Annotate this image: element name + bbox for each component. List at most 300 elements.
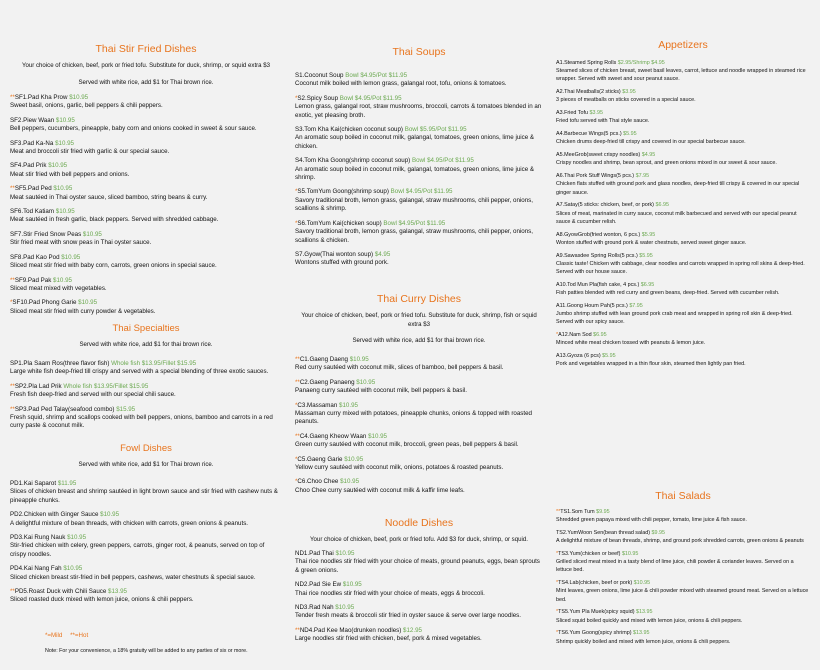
menu-item bbox=[295, 402, 543, 427]
menu-item-description: Fish patties blended with red curry and green beans, deep-fried. Served with cucumber relish. bbox=[556, 290, 780, 297]
menu-item-price: $5.95 bbox=[639, 252, 653, 259]
menu-item-price: Bowl $4.95/Pot $11.95 bbox=[383, 219, 446, 227]
menu-item-price: $10.95 bbox=[335, 604, 355, 612]
menu-item-description: Lemon grass, galangal root, straw mushrooms, broccoli, carrots & tomatoes blended in an exotic, yet pleasing broth. bbox=[295, 103, 542, 119]
menu-item-description: Panaeng curry sautéed with coconut milk, bell peppers & basil. bbox=[295, 387, 467, 395]
menu-item-heading bbox=[10, 162, 282, 170]
menu-item-heading bbox=[556, 550, 810, 558]
menu-item-heading bbox=[295, 126, 543, 134]
menu-item bbox=[295, 379, 543, 396]
menu-item-heading bbox=[10, 140, 282, 148]
menu-item-name: C4.Gaeng Kheow Waan bbox=[299, 432, 367, 440]
menu-item-description: Classic taste! Chicken with cabbage, clear noodles and carrots wrapped in spring roll skins & deep-fried. Served with our house sauce. bbox=[556, 260, 805, 276]
section-intro: Served with white rice, add $1 for thai brown rice. bbox=[79, 341, 213, 348]
menu-item-heading bbox=[556, 130, 810, 138]
menu-item-heading bbox=[295, 581, 543, 589]
menu-item-name: SP3.Pad Ped Talay(seafood combo) bbox=[14, 405, 115, 413]
menu-item bbox=[10, 185, 282, 202]
menu-item-heading bbox=[556, 608, 810, 616]
menu-item bbox=[295, 456, 543, 473]
menu-item-heading bbox=[295, 379, 543, 387]
menu-item-heading bbox=[295, 251, 543, 259]
section-title: Thai Stir Fried Dishes bbox=[95, 43, 197, 55]
legend-hot: **=Hot bbox=[70, 632, 89, 639]
menu-item-heading bbox=[556, 59, 810, 67]
menu-item-price: $10.95 bbox=[349, 356, 369, 363]
legend-mild: *=Mild bbox=[45, 632, 63, 639]
menu-item-price: Bowl $4.95/Pot $11.95 bbox=[345, 72, 408, 79]
menu-item-price: $13.95 bbox=[108, 588, 127, 596]
menu-list bbox=[10, 360, 282, 431]
menu-list bbox=[295, 550, 543, 644]
menu-item-price: $9.95 bbox=[651, 530, 665, 536]
menu-item bbox=[556, 151, 810, 167]
menu-item-price: $10.95 bbox=[339, 401, 358, 409]
menu-item-heading bbox=[556, 172, 810, 180]
menu-item-heading bbox=[556, 508, 810, 516]
menu-item-description: Grilled sliced meat mixed in a tasty blend of lime juice, chili powder & coriander leaves. Served on a lettuce bed. bbox=[556, 559, 794, 574]
menu-item-name: TS3.Yum(chicken or beef) bbox=[558, 551, 621, 557]
spice-marker: * bbox=[556, 609, 559, 616]
menu-item bbox=[10, 565, 282, 582]
menu-item-name: TS2.YumWoon Sen(bean thread salad) bbox=[556, 530, 650, 536]
section-title: Thai Soups bbox=[392, 46, 446, 58]
menu-item-description: Green curry sautéed with coconut milk, broccoli, green peas, bell peppers & basil. bbox=[295, 441, 519, 449]
menu-item bbox=[295, 126, 543, 151]
menu-item-description: Choo Chee curry sautéed with coconut milk & kaffir lime leafs. bbox=[295, 486, 465, 494]
menu-item-price: $3.95 bbox=[622, 89, 636, 96]
menu-item-price: $7.95 bbox=[629, 302, 643, 309]
menu-item-heading bbox=[295, 72, 543, 80]
menu-item-name: TS5.Yum Pla Muek(spicy squid) bbox=[558, 609, 635, 616]
menu-item-price: $6.95 bbox=[640, 281, 655, 288]
menu-item-price: $6.95 bbox=[593, 332, 607, 339]
menu-item-name: S3.Tom Kha Kai(chicken coconut soup) bbox=[295, 126, 403, 134]
menu-item-heading bbox=[295, 356, 543, 364]
menu-item-heading bbox=[10, 231, 282, 239]
section-intro: Your choice of chicken, beef, pork or fried tofu. Substitute for duck, shrimp, or squid extra $3 bbox=[21, 62, 271, 69]
menu-item-price: $2.95/Shrimp $4.95 bbox=[617, 60, 665, 66]
menu-item-description: Meat and broccoli stir fried with garlic & our special sauce. bbox=[10, 148, 170, 156]
menu-item-price: $10.95 bbox=[55, 139, 75, 147]
menu-item-heading bbox=[295, 433, 543, 441]
menu-item-description: Sliced meat stir fried with baby corn, carrots, green onions in special sauce. bbox=[10, 262, 217, 270]
menu-item-price: Whole fish $13.95/Fillet $15.95 bbox=[111, 360, 197, 367]
menu-item-name: PD3.Kai Rung Nauk bbox=[10, 534, 66, 542]
spice-marker: * bbox=[295, 455, 298, 463]
menu-item bbox=[10, 162, 282, 179]
menu-item bbox=[10, 480, 282, 505]
menu-item-description: Mint leaves, green onions, lime juice & chili powder mixed with steamed ground meat. Served on a lettuce bed. bbox=[556, 588, 809, 603]
menu-item-price: $12.95 bbox=[403, 626, 422, 634]
menu-item-description: Large noodles stir fried with chicken, beef, pork & mixed vegetables. bbox=[295, 635, 482, 643]
menu-item-name: S7.Gyow(Thai wonton soup) bbox=[295, 250, 374, 258]
menu-item-name: A8.GyowGrob(fried wonton, 6 pcs.) bbox=[556, 231, 641, 238]
menu-item bbox=[10, 94, 282, 111]
menu-item-name: S4.Tom Kha Goong(shrimp coconut soup) bbox=[295, 157, 411, 165]
menu-item-description: Savory traditional broth, lemon grass, galangal, straw mushrooms, chili pepper, onions, scallions & chicken. bbox=[295, 228, 533, 244]
menu-item-description: Fried tofu served with Thai style sauce. bbox=[556, 118, 650, 125]
menu-item-name: A4.Barbecue Wings(5 pcs.) bbox=[556, 131, 622, 138]
menu-item-name: SF9.Pad Pak bbox=[14, 276, 52, 284]
section-intro: Served with white rice, add $1 for Thai brown rice. bbox=[78, 461, 214, 468]
menu-item-description: Bell peppers, cucumbers, pineapple, baby corn and onions cooked in sweet & sour sauce. bbox=[10, 125, 257, 133]
menu-item bbox=[556, 88, 810, 104]
spice-marker: ** bbox=[10, 405, 15, 413]
menu-item-description: Meat stir fried with bell peppers and onions. bbox=[10, 170, 130, 178]
menu-item-price: $10.95 bbox=[335, 550, 355, 557]
menu-item bbox=[556, 508, 810, 524]
menu-item-heading bbox=[10, 360, 282, 368]
section-title: Fowl Dishes bbox=[120, 443, 172, 454]
menu-item-heading bbox=[10, 185, 282, 193]
menu-item-name: A2.Thai Meatballs(2 sticks) bbox=[556, 89, 621, 96]
menu-item-description: Sliced roasted duck mixed with lemon juice, onions & chili peppers. bbox=[10, 596, 194, 604]
appetizers-section bbox=[556, 39, 810, 373]
menu-item-name: S1.Coconut Soup bbox=[295, 72, 344, 79]
menu-item bbox=[295, 72, 543, 89]
menu-item-heading bbox=[295, 220, 543, 228]
menu-item-description: Sliced meat stir fried with curry powder & vegetables. bbox=[10, 307, 156, 315]
menu-item-price: Bowl $4.95/Pot $11.95 bbox=[390, 188, 453, 196]
menu-item-name: SF1.Pad Kha Prow bbox=[14, 94, 68, 101]
menu-item-description: Pork and vegetables wrapped in a thin flour skin, steamed then lightly pan fried. bbox=[556, 361, 746, 368]
menu-item-name: A9.Sawasdee Spring Rolls(5 pcs.) bbox=[556, 252, 638, 259]
menu-item-name: ND3.Rad Nah bbox=[295, 604, 334, 612]
menu-item-description: Savory traditional broth, lemon grass, galangal, straw mushrooms, chili pepper, onions, scallions & shrimp. bbox=[295, 196, 533, 213]
menu-item-name: C6.Choo Chee bbox=[297, 478, 339, 486]
menu-item-price: $10.95 bbox=[633, 580, 651, 587]
menu-item-description: Steamed slices of chicken breast, sweet basil leaves, carrot, lettuce and noodle wrapped in steamed rice wrapper. Served with sweet and sour peanut sauce. bbox=[556, 68, 806, 83]
menu-item-price: $3.95 bbox=[589, 110, 603, 117]
menu-item-heading bbox=[10, 208, 282, 216]
menu-item-name: TS1.Som Tum bbox=[560, 509, 595, 515]
menu-item-name: A7.Satay(5 sticks: chicken, beef, or pork) bbox=[556, 202, 654, 209]
menu-item bbox=[556, 252, 810, 277]
menu-item-heading bbox=[556, 331, 810, 339]
menu-item bbox=[295, 433, 543, 450]
menu-item-price: $13.95 bbox=[636, 609, 653, 616]
spice-marker: * bbox=[556, 630, 559, 637]
menu-item-heading bbox=[556, 352, 810, 360]
noodle-section bbox=[295, 517, 543, 650]
menu-item-price: Bowl $4.95/Pot $11.95 bbox=[339, 94, 402, 102]
menu-item-name: SF7.Stir Fried Snow Peas bbox=[10, 230, 82, 238]
menu-item-description: Large white fish deep-fried till crispy and served with a special blending of three exotic sauces. bbox=[10, 368, 269, 376]
menu-item bbox=[556, 201, 810, 226]
menu-item-name: A11.Goong Houm Pah(5 pcs.) bbox=[556, 302, 628, 309]
menu-item-name: C2.Gaeng Panaeng bbox=[299, 378, 355, 386]
spice-marker: ** bbox=[10, 276, 15, 284]
menu-item bbox=[295, 356, 543, 373]
menu-item-heading bbox=[556, 88, 810, 96]
menu-item-price: $10.95 bbox=[621, 551, 639, 557]
menu-item-name: A5.MeeGrob(sweet crispy noodles) bbox=[556, 152, 641, 159]
menu-item bbox=[10, 299, 282, 316]
menu-item-name: TS6.Yum Goong(spicy shrimp) bbox=[558, 630, 632, 637]
menu-item-price: $10.95 bbox=[55, 208, 75, 216]
section-title: Thai Salads bbox=[655, 490, 711, 502]
menu-item-name: S2.Spicy Soup bbox=[297, 94, 339, 102]
menu-item-name: A1.Steamed Spring Rolls bbox=[556, 60, 617, 66]
menu-item-name: SP1.Pla Saam Ros(three flavor fish) bbox=[10, 360, 110, 367]
menu-item-description: Sliced squid boiled quickly and mixed with lemon juice, onions & chili peppers. bbox=[556, 617, 743, 624]
menu-item bbox=[556, 130, 810, 146]
menu-item-heading bbox=[10, 588, 282, 596]
menu-item-price: Bowl $4.95/Pot $11.95 bbox=[411, 157, 474, 165]
menu-item-price: $10.95 bbox=[63, 565, 83, 573]
menu-item-name: SP2.Pla Lad Prik bbox=[14, 382, 62, 390]
menu-item-heading bbox=[556, 281, 810, 289]
section-title: Thai Specialties bbox=[112, 323, 180, 334]
section-title: Thai Curry Dishes bbox=[376, 293, 462, 305]
menu-item-description: Shrimp quickly boiled and mixed with lemon juice, onions & chili peppers. bbox=[556, 638, 731, 645]
section-title: Noodle Dishes bbox=[384, 517, 454, 529]
menu-list bbox=[295, 72, 543, 268]
menu-item bbox=[295, 251, 543, 268]
menu-item-price: $15.95 bbox=[116, 405, 136, 413]
menu-item-description: Crispy noodles and shrimp, bean sprout, and green onions mixed in our sweet & sour sauce. bbox=[556, 160, 777, 167]
menu-item-price: $6.95 bbox=[655, 202, 669, 209]
menu-item-name: SF8.Pad Kao Pod bbox=[10, 253, 60, 261]
menu-item-description: Slices of meat, marinated in curry sauce, coconut milk barbecued and served with our special peanut sauce & cucumber relish. bbox=[556, 210, 797, 225]
spice-marker: * bbox=[556, 580, 559, 587]
menu-item-heading bbox=[556, 579, 810, 587]
menu-item bbox=[556, 608, 810, 624]
menu-item bbox=[556, 59, 810, 84]
menu-item bbox=[10, 534, 282, 559]
menu-item-heading bbox=[556, 629, 810, 637]
menu-item-description: Red curry sautéed with coconut milk, slices of bamboo, bell peppers & basil. bbox=[295, 364, 504, 372]
menu-item-name: PD1.Kai Saparot bbox=[10, 480, 57, 487]
menu-item-name: A10.Tod Mun Pla(fish cake, 4 pcs.) bbox=[556, 281, 640, 288]
menu-item-price: $10.95 bbox=[61, 253, 81, 261]
menu-item bbox=[556, 352, 810, 368]
menu-item bbox=[556, 529, 810, 545]
menu-item-heading bbox=[556, 151, 810, 159]
menu-item-name: SF4.Pad Prik bbox=[10, 162, 47, 170]
menu-item bbox=[556, 629, 810, 645]
menu-item bbox=[10, 511, 282, 528]
menu-item-description: Meat sautéed in Thai oyster sauce, sliced bamboo, string beans & curry. bbox=[10, 193, 208, 201]
menu-item-description: Coconut milk boiled with lemon grass, galangal root, tofu, onions & tomatoes. bbox=[295, 80, 507, 88]
menu-item-price: $11.95 bbox=[57, 480, 77, 487]
menu-list bbox=[295, 356, 543, 495]
menu-item-price: $5.95 bbox=[641, 231, 656, 238]
menu-item-name: ND2.Pad Sie Ew bbox=[295, 581, 342, 589]
menu-item-description: Yellow curry sautéed with coconut milk, onions, potatoes & roasted peanuts. bbox=[295, 464, 504, 472]
menu-item bbox=[10, 140, 282, 157]
menu-item-heading bbox=[556, 231, 810, 239]
menu-item-heading bbox=[10, 117, 282, 125]
menu-item bbox=[10, 208, 282, 225]
menu-item-heading bbox=[10, 299, 282, 307]
menu-item bbox=[10, 360, 282, 377]
spice-marker: ** bbox=[10, 94, 15, 101]
menu-list bbox=[556, 59, 810, 368]
section-intro: Served with white rice, add $1 for thai brown rice. bbox=[352, 337, 486, 344]
spice-marker: * bbox=[10, 299, 13, 307]
menu-list bbox=[10, 94, 282, 316]
menu-item-description: Thai rice noodles stir fried with your choice of meats, ground peanuts, eggs, bean sprouts & green onions. bbox=[295, 558, 540, 574]
menu-item-heading bbox=[10, 480, 282, 488]
menu-item-name: PD2.Chicken with Ginger Sauce bbox=[10, 511, 99, 519]
menu-list bbox=[556, 508, 810, 646]
menu-item bbox=[10, 588, 282, 605]
menu-item-price: Bowl $5.95/Pot $11.95 bbox=[404, 126, 467, 134]
menu-item-name: C3.Massaman bbox=[297, 401, 338, 409]
menu-item-price: $10.95 bbox=[368, 432, 387, 440]
menu-item-price: $9.95 bbox=[596, 509, 610, 515]
menu-item-heading bbox=[10, 511, 282, 519]
menu-item bbox=[556, 231, 810, 247]
menu-item-price: $10.95 bbox=[100, 511, 120, 519]
spice-marker: ** bbox=[295, 378, 300, 386]
menu-item-price: $4.95 bbox=[374, 250, 391, 258]
menu-item-name: SF6.Tod Katiam bbox=[10, 208, 55, 216]
menu-item-heading bbox=[295, 95, 543, 103]
menu-item-heading bbox=[295, 157, 543, 165]
spice-marker: * bbox=[556, 332, 559, 339]
menu-item-name: PD5.Roast Duck with Chili Sauce bbox=[14, 588, 107, 596]
menu-item-name: S5.TomYum Goong(shrimp soup) bbox=[297, 188, 389, 196]
menu-item-heading bbox=[556, 302, 810, 310]
menu-item bbox=[295, 550, 543, 575]
spice-marker: * bbox=[295, 219, 298, 227]
menu-item-heading bbox=[10, 254, 282, 262]
menu-item bbox=[295, 157, 543, 182]
menu-item-name: SF3.Pad Ka-Na bbox=[10, 139, 54, 147]
menu-item-price: $5.95 bbox=[623, 131, 637, 138]
menu-item-description: An aromatic soup boiled in coconut milk, galangal, tomatoes, green onions, lime juice & chicken. bbox=[295, 134, 535, 150]
spice-marker: * bbox=[295, 478, 298, 486]
menu-item-description: Stir fried meat with snow peas in Thai oyster sauce. bbox=[10, 239, 152, 247]
spice-marker: ** bbox=[295, 432, 300, 440]
menu-item-price: $10.95 bbox=[67, 534, 87, 542]
gratuity-note: Note: For your convenience, a 18% gratuity will be added to any parties of six or more. bbox=[45, 648, 248, 654]
menu-item bbox=[556, 302, 810, 327]
section-intro: Your choice of chicken, beef, pork or fried tofu. Substitute for duck, shrimp, fish or squid extra $3 bbox=[301, 312, 537, 328]
menu-item-heading bbox=[10, 534, 282, 542]
spice-marker: ** bbox=[10, 185, 15, 193]
stir-fried-section bbox=[10, 43, 282, 322]
spice-marker: ** bbox=[556, 509, 561, 515]
menu-item-heading bbox=[295, 627, 543, 635]
menu-item-price: Whole fish $13.95/Fillet $15.95 bbox=[63, 382, 149, 390]
menu-item bbox=[295, 95, 543, 120]
menu-item bbox=[10, 254, 282, 271]
menu-item bbox=[10, 117, 282, 134]
menu-item-price: $10.95 bbox=[69, 94, 89, 101]
menu-item-description: Chicken drums deep-fried till crispy and covered in our special barbecue sauce. bbox=[556, 139, 746, 146]
menu-item-price: $5.95 bbox=[602, 353, 616, 360]
menu-item-heading bbox=[10, 406, 282, 414]
spice-legend bbox=[45, 632, 94, 639]
menu-item-description: Sliced meat mixed with vegetables. bbox=[10, 284, 107, 292]
menu-item-description: Thai rice noodles stir fried with your choice of meats, eggs & broccoli. bbox=[295, 589, 485, 597]
menu-item-heading bbox=[295, 456, 543, 464]
menu-item-name: A6.Thai Pork Stuff Wings(5 pcs.) bbox=[556, 173, 635, 180]
menu-item-name: PD4.Kai Nang Fah bbox=[10, 565, 62, 573]
menu-item-name: SF5.Pad Ped bbox=[14, 185, 52, 193]
menu-item-heading bbox=[10, 565, 282, 573]
menu-item-description: Fresh squid, shrimp and scallops cooked with bell peppers, onions, bamboo and carrots in a red curry paste & coconut milk. bbox=[10, 414, 273, 430]
menu-item-price: $4.95 bbox=[641, 152, 656, 159]
menu-item-description: Sliced chicken breast stir-fried in bell peppers, cashews, water chestnuts & special sauce. bbox=[10, 573, 256, 581]
spice-marker: * bbox=[295, 94, 298, 102]
menu-item-name: C1.Gaeng Daeng bbox=[299, 356, 348, 363]
spice-marker: * bbox=[556, 551, 559, 557]
menu-item-name: ND1.Pad Thai bbox=[295, 550, 334, 557]
spice-marker: ** bbox=[295, 356, 300, 363]
menu-item bbox=[556, 550, 810, 575]
menu-item-description: Shredded green papaya mixed with chili pepper, tomato, lime juice & fish sauce. bbox=[556, 517, 747, 524]
menu-item-name: A12.Nam Sod bbox=[558, 332, 592, 339]
menu-item-description: A delightful mixture of bean threads, shrimp, and ground pork shredded carrots, green onions & peanuts bbox=[556, 538, 804, 545]
menu-item bbox=[556, 579, 810, 604]
fowl-section bbox=[10, 443, 282, 611]
menu-item-name: ND4.Pad Kee Mao(drunken noodles) bbox=[299, 626, 402, 634]
menu-item-description: Slices of chicken breast and shrimp sautéed in light brown sauce and stir fried with cashew nuts & pineapple chunks. bbox=[10, 488, 278, 504]
menu-item-description: Wonton stuffed with ground pork & water chestnuts, served sweet ginger sauce. bbox=[556, 239, 747, 246]
menu-item-heading bbox=[10, 383, 282, 391]
menu-item-heading bbox=[295, 478, 543, 486]
menu-item-price: $10.95 bbox=[340, 478, 360, 486]
menu-item-heading bbox=[556, 252, 810, 260]
menu-item-heading bbox=[10, 277, 282, 285]
menu-item bbox=[295, 478, 543, 495]
menu-item-price: $10.95 bbox=[53, 185, 73, 193]
menu-item-name: A13.Gyoza (6 pcs) bbox=[556, 353, 601, 360]
menu-item-description: Jumbo shrimp stuffed with lean ground pork crab meat and wrapped in spring roll skin & deep-fried. Served with our spicy sauce. bbox=[556, 311, 793, 326]
menu-item-heading bbox=[556, 201, 810, 209]
menu-item bbox=[556, 331, 810, 347]
spice-marker: * bbox=[295, 188, 298, 196]
menu-item-price: $10.95 bbox=[78, 299, 98, 307]
menu-item bbox=[295, 604, 543, 621]
menu-item-heading bbox=[295, 188, 543, 196]
menu-item-price: $10.95 bbox=[55, 116, 75, 124]
spice-marker: ** bbox=[10, 588, 15, 596]
menu-item-name: S6.TomYum Kai(chicken soup) bbox=[297, 219, 382, 227]
menu-item-name: C5.Gaeng Garie bbox=[297, 455, 343, 463]
menu-item-description: An aromatic soup boiled in coconut milk, galangal, tomatoes, green onions, lime juice & shrimp. bbox=[295, 165, 535, 182]
menu-item-name: SF10.Pad Phong Garie bbox=[12, 299, 77, 307]
menu-item-description: Minced white meat chicken tossed with peanuts & lemon juice. bbox=[556, 340, 706, 347]
menu-item bbox=[556, 281, 810, 297]
menu-item-description: Fresh fish deep-fried and served with our special chili sauce. bbox=[10, 391, 176, 399]
menu-item-description: Wontons stuffed with ground pork. bbox=[295, 259, 389, 267]
section-title: Appetizers bbox=[658, 39, 708, 51]
menu-item-heading bbox=[10, 94, 282, 102]
menu-item-heading bbox=[556, 529, 810, 537]
menu-item bbox=[10, 406, 282, 431]
menu-item-heading bbox=[295, 550, 543, 558]
menu-item-price: $10.95 bbox=[53, 276, 72, 284]
spice-marker: ** bbox=[295, 626, 300, 634]
section-intro: Your choice of chicken, beef, pork or fried tofu. Add $3 for duck, shrimp, or squid. bbox=[310, 536, 528, 543]
menu-item-heading bbox=[556, 109, 810, 117]
menu-item-price: $10.95 bbox=[344, 455, 364, 463]
menu-item-price: $10.95 bbox=[356, 378, 376, 386]
menu-item-name: A3.Fried Tofu bbox=[556, 110, 588, 117]
menu-item-price: $7.95 bbox=[635, 173, 650, 180]
menu-item bbox=[295, 220, 543, 245]
curry-section bbox=[295, 293, 543, 501]
menu-item-description: Massaman curry mixed with potatoes, pineapple chunks, onions & topped with roasted peanuts. bbox=[295, 410, 532, 426]
menu-item bbox=[10, 231, 282, 248]
spice-marker: * bbox=[295, 401, 298, 409]
